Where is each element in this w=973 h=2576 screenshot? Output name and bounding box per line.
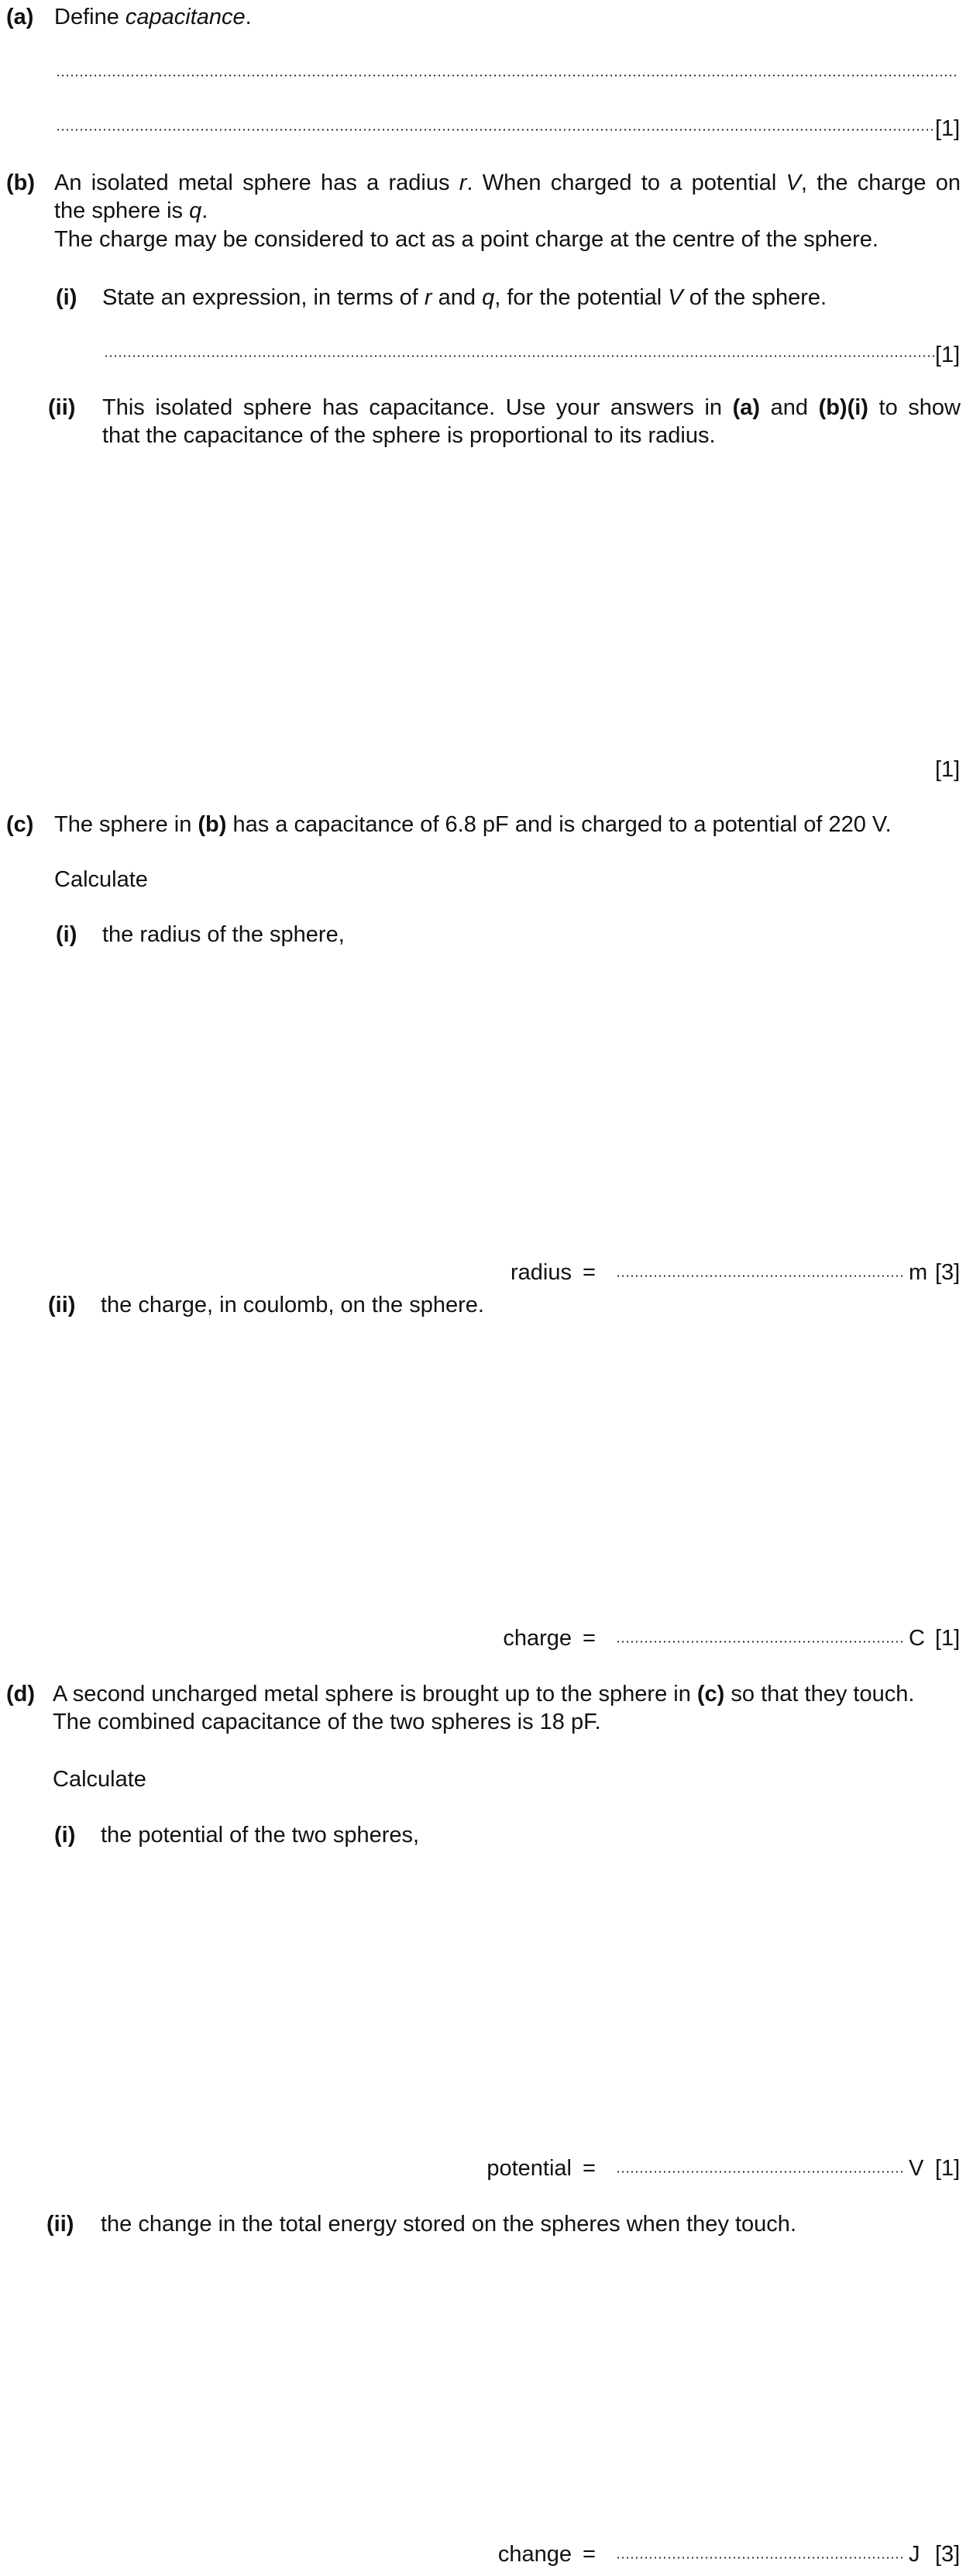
part-d-ii-equals: = (583, 2542, 596, 2567)
part-c-i-answer-label: radius (511, 1260, 572, 1285)
part-d-stem (53, 1680, 961, 1737)
part-c-i-unit: m (909, 1260, 928, 1285)
part-d-i-working-space[interactable] (54, 1860, 961, 2139)
part-d-ii-answer-line[interactable] (616, 2557, 903, 2559)
part-d-i-equals: = (583, 2156, 596, 2181)
part-a-label: (a) (6, 5, 34, 29)
part-a-question (54, 3, 252, 31)
part-d-i-answer-line[interactable] (616, 2171, 903, 2173)
part-a-suffix: . (245, 5, 252, 29)
part-a-answer-line-1[interactable] (56, 74, 959, 77)
part-d-line-2: The combined capacitance of the two spheres is 18 pF. (53, 1710, 601, 1735)
part-d-i-answer-label: potential (486, 2156, 572, 2181)
part-b-ii-mark: [1] (935, 757, 961, 782)
part-d-line-1: A second uncharged metal sphere is brought up to the sphere in (c) so that they touch. (53, 1682, 915, 1706)
part-b-line-1: An isolated metal sphere has a radius r. When charged to a potential V, the charge on (54, 170, 961, 195)
part-d-i-unit: V (909, 2156, 924, 2181)
part-c-label: (c) (6, 812, 34, 837)
part-c-ii-label: (ii) (48, 1293, 76, 1317)
part-c-ii-answer-line[interactable] (616, 1641, 903, 1643)
part-d-ii-label: (ii) (46, 2212, 74, 2237)
part-a-answer-line-2[interactable] (56, 129, 934, 131)
part-c-i-question: the radius of the sphere, (102, 922, 345, 947)
part-c-ii-mark: [1] (935, 1626, 961, 1651)
part-c-ii-answer-label: charge (503, 1626, 572, 1651)
part-d-i-mark: [1] (935, 2156, 961, 2181)
part-b-ii-label: (ii) (48, 395, 76, 420)
part-c-i-working-space[interactable] (54, 961, 961, 1232)
part-c-ii-question: the charge, in coulomb, on the sphere. (101, 1293, 484, 1317)
part-d-ii-answer-label: change (497, 2542, 572, 2567)
part-b-stem (54, 169, 961, 253)
part-d-i-question: the potential of the two spheres, (101, 1823, 420, 1848)
part-c-ii-equals: = (583, 1626, 596, 1651)
part-d-calculate: Calculate (53, 1767, 146, 1792)
part-a-term: capacitance (125, 5, 246, 29)
part-b-line-2: the sphere is q. (54, 198, 208, 224)
part-d-label: (d) (6, 1682, 36, 1706)
part-c-ii-working-space[interactable] (54, 1329, 961, 1608)
part-c-calculate: Calculate (54, 867, 148, 892)
part-d-ii-mark: [3] (935, 2542, 961, 2567)
part-b-ii-question: This isolated sphere has capacitance. Use your answers in (a) and (b)(i) to show that the capacitance of the sphere is proportional to its radius. (102, 395, 961, 449)
part-a-prefix: Define (54, 5, 119, 29)
part-a-mark: [1] (935, 116, 961, 141)
part-b-i-label: (i) (56, 285, 77, 310)
part-b-ii-working-space[interactable] (54, 449, 961, 736)
part-c-i-answer-line[interactable] (616, 1275, 903, 1277)
part-d-ii-question: the change in the total energy stored on the spheres when they touch. (101, 2212, 796, 2237)
part-b-i-answer-line[interactable] (104, 355, 934, 357)
part-c-i-label: (i) (56, 922, 77, 947)
part-c-i-equals: = (583, 1260, 596, 1285)
part-b-line-3: The charge may be considered to act as a point charge at the centre of the sphere. (54, 226, 878, 252)
part-c-stem: The sphere in (b) has a capacitance of 6.8 pF and is charged to a potential of 220 V. (54, 812, 892, 837)
part-b-label: (b) (6, 170, 36, 195)
part-d-i-label: (i) (54, 1823, 76, 1848)
part-c-i-mark: [3] (935, 1260, 961, 1285)
part-b-i-question: State an expression, in terms of r and q, for the potential V of the sphere. (102, 285, 827, 310)
part-c-ii-unit: C (909, 1626, 925, 1651)
part-d-ii-working-space[interactable] (54, 2247, 961, 2519)
part-d-ii-unit: J (909, 2542, 920, 2567)
part-b-i-mark: [1] (935, 343, 961, 367)
